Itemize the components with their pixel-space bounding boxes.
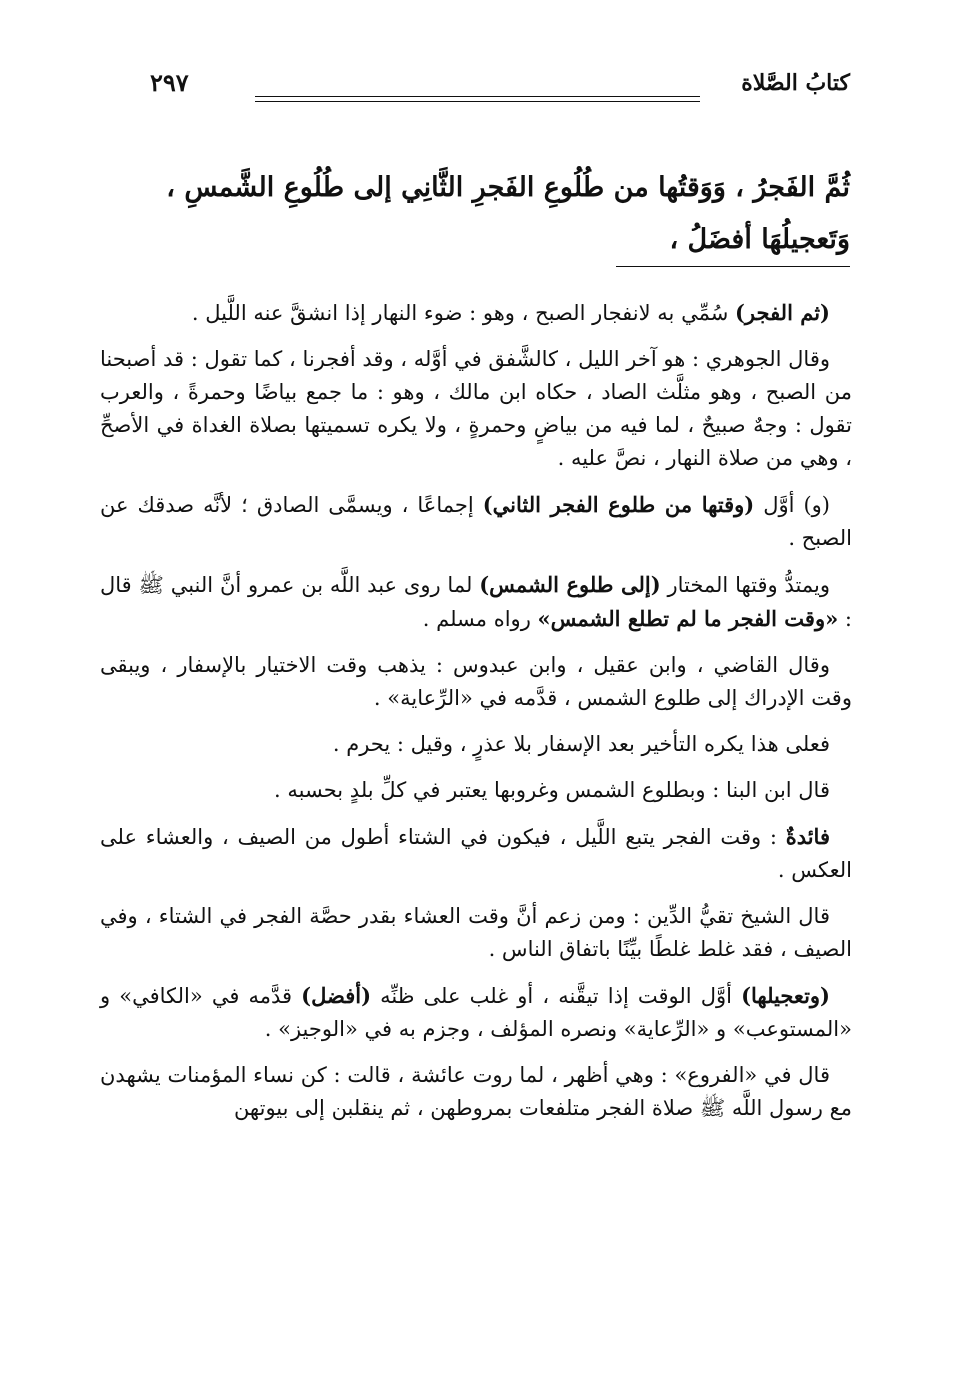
commentary-paragraph [100,820,852,887]
commentary-paragraph [100,728,852,761]
text-separator-line [616,266,850,267]
text-run: فعلى هذا يكره التأخير بعد الإسفار بلا عذرٍ ، وقيل : يحرم . [332,732,830,756]
bold-phrase: «وقت الفجر ما لم تطلع الشمس» [537,606,839,631]
text-run: وقال القاضي ، وابن عقيل ، وابن عبدوس : يذهب وقت الاختيار بالإسفار ، ويبقى وقت الإدراك إلى طلوع الشمس ، قدَّمه في «الرِّعاية» . [100,653,852,710]
text-run: ويمتدُّ وقتها المختار [660,573,830,597]
commentary-paragraph [100,774,852,807]
main-text: ثُمَّ الفَجرُ ، وَوَقتُها من طُلُوعِ الفَجرِ الثَّانِي إلى طُلُوعِ الشَّمسِ ، وَتَعجيلُهَا أفضَلُ ، [166,172,850,255]
bold-phrase: (إلى طلوع الشمس) [479,572,661,597]
page-header [150,70,850,114]
commentary-paragraph [100,1059,852,1125]
bold-phrase: (أفضل) [301,983,372,1008]
commentary-paragraph [100,649,852,715]
text-run: : وقت الفجر يتبع اللَّيل ، فيكون في الشتاء أطول من الصيف ، والعشاء على العكس . [100,825,852,882]
page-number: ٢٩٧ [150,68,189,97]
commentary-paragraph [100,900,852,966]
bold-phrase: (وتعجيلها) [741,983,830,1008]
commentary-paragraph [100,343,852,475]
commentary-paragraph [100,296,852,330]
chapter-title: كتابُ الصَّلاة [741,70,850,96]
text-run: سُمِّي به لانفجار الصبح ، وهو : ضوء النهار إذا انشقَّ عنه اللَّيل . [191,301,735,325]
text-run: أوَّل الوقت إذا تيقَّنه ، أو غلب على ظنِّه [371,984,742,1008]
commentary-paragraph [100,488,852,555]
text-run: قال الشيخ تقيُّ الدِّين : ومن زعم أنَّ وقت العشاء بقدر حصَّة الفجر في الشتاء ، وفي الصيف ، فقد غلط غلطًا بيِّنًا باتفاق الناس . [100,904,852,961]
commentary [100,296,852,1138]
bold-phrase: (وقتها من طلوع الفجر الثاني) [482,492,755,517]
text-run: رواه مسلم . [422,607,538,631]
commentary-paragraph [100,568,852,636]
text-run: قال ابن البنا : وبطلوع الشمس وغروبها يعتبر في كلِّ بلدٍ بحسبه . [274,778,830,802]
text-run: وقال الجوهري : هو آخر الليل ، كالشَّفق في أوَّله ، وقد أفجرنا ، كما تقول : قد أصبحنا من الصبح ، وهو مثلَّث الصاد ، حكاه ابن مالك ، وهو : ما جمع بياضًا وحمرةً ، والعرب تقول : وجهٌ صبيحٌ ، لما فيه من بياضٍ وحمرةٍ ، ولا يكره تسميتها بصلاة الغداة في الأصحِّ ، وهي من صلاة النهار ، نصَّ عليه . [100,347,852,470]
bold-phrase: فائدةٌ [785,824,830,849]
header-rule [255,96,700,102]
bold-phrase: (ثم الفجر) [734,300,830,325]
text-run: قال في «الفروع» : وهي أظهر ، لما روت عائشة ، قالت : كن نساء المؤمنات يشهدن مع رسول اللَّه ﷺ صلاة الفجر متلفعات بمروطهن ، ثم ينقلبن إلى بيوتهن [100,1063,852,1120]
commentary-paragraph [100,979,852,1046]
text-run: إجماعًا ، ويسمَّى الصادق ؛ لأنَّه صدقك عن الصبح . [100,493,852,550]
text-run: قدَّمه في «الكافي» و «المستوعب» و «الرِّعاية» ونصره المؤلف ، وجزم به في «الوجيز» . [100,984,852,1041]
text-run: لما روى عبد اللَّه بن عمرو أنَّ النبي ﷺ قال : [100,573,852,631]
text-run: (و) أوَّل [754,493,830,517]
